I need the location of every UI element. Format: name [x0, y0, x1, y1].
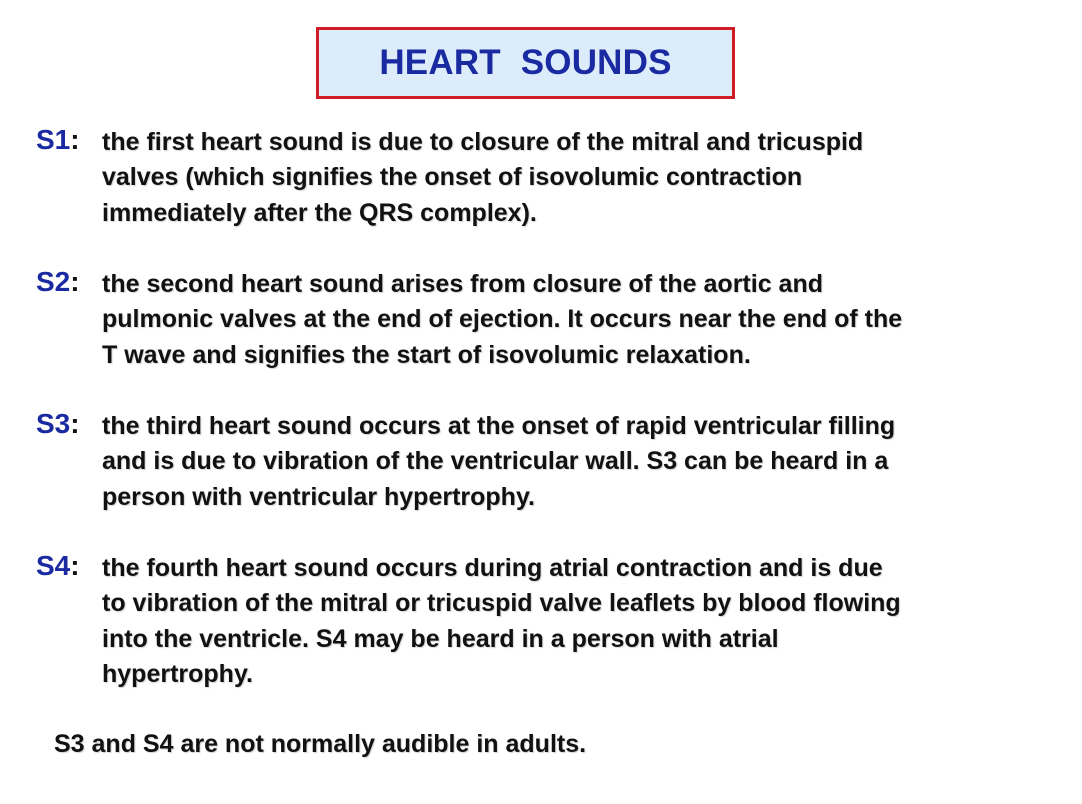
sound-description-s3: [102, 409, 1077, 515]
sound-line: person with ventricular hypertrophy.: [102, 482, 535, 511]
sound-line: immediately after the QRS complex).: [102, 198, 537, 227]
sound-description-s4: [102, 551, 1077, 692]
sound-line: T wave and signifies the start of isovolumic relaxation.: [102, 340, 751, 369]
sound-colon: :: [70, 408, 80, 439]
sound-colon: :: [70, 266, 80, 297]
sound-line: hypertrophy.: [102, 659, 253, 688]
sound-description-s1: [102, 125, 1077, 231]
sound-colon: :: [70, 124, 80, 155]
sound-line: pulmonic valves at the end of ejection. It occurs near the end of the: [102, 305, 903, 334]
sound-colon: :: [70, 550, 80, 581]
sound-code: S4: [36, 550, 71, 581]
footer-note: S3 and S4 are not normally audible in adults.: [54, 730, 587, 758]
sound-line: the third heart sound occurs at the onset of rapid ventricular filling: [102, 412, 896, 440]
sound-line: valves (which signifies the onset of isovolumic contraction: [102, 163, 803, 192]
sound-line: to vibration of the mitral or tricuspid valve leaflets by blood flowing: [102, 589, 901, 618]
sound-label-s1: [36, 122, 80, 157]
sound-code: S3: [36, 408, 71, 439]
sound-code: S2: [36, 266, 71, 297]
page-title: HEART SOUNDS: [379, 43, 672, 82]
sound-line: and is due to vibration of the ventricular wall. S3 can be heard in a: [102, 447, 889, 476]
sound-label-s2: [36, 264, 80, 299]
sound-label-s4: [36, 548, 80, 583]
sound-line: the first heart sound is due to closure of the mitral and tricuspid: [102, 128, 864, 156]
sound-line: the second heart sound arises from closure of the aortic and: [102, 270, 823, 298]
sound-code: S1: [36, 124, 71, 155]
sound-line: the fourth heart sound occurs during atrial contraction and is due: [102, 554, 883, 582]
sound-line: into the ventricle. S4 may be heard in a person with atrial: [102, 624, 779, 653]
title-box: [316, 27, 735, 99]
sound-description-s2: [102, 267, 1077, 373]
sound-label-s3: [36, 406, 80, 441]
